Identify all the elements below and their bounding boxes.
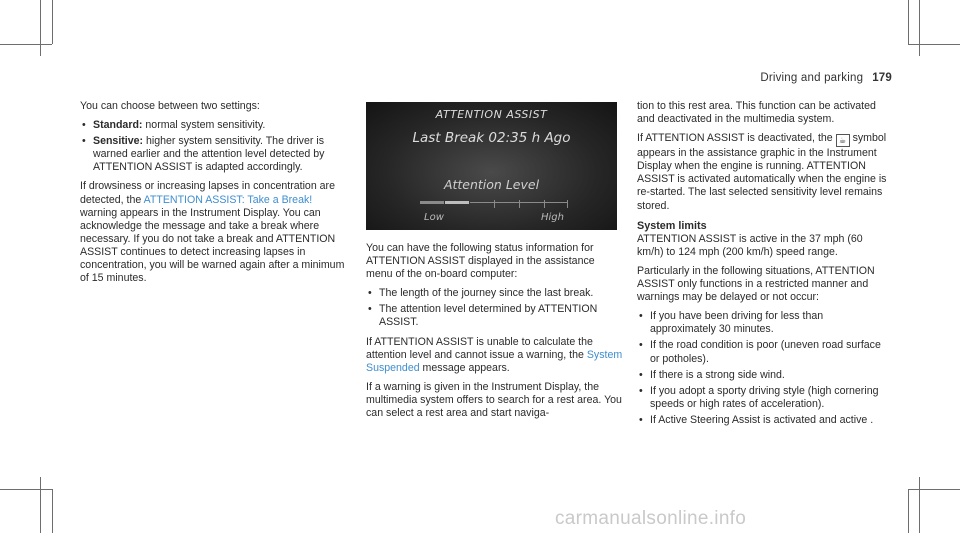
crop-mark xyxy=(919,477,920,533)
low-label: Low xyxy=(424,212,444,223)
list-item xyxy=(80,119,352,132)
text-span: warning appears in the Instrument Display. You can acknowledge the message and take a break where necessary. If you do not take a break and ATTENTION ASSIST continues to detect increasing lapses in concentration, you will be warned again after a minimum of 15 minutes. xyxy=(80,206,345,285)
list-item: • If there is a strong side wind. xyxy=(637,369,887,382)
list-item: • If Active Steering Assist is activated and active . xyxy=(637,414,887,427)
page-header xyxy=(760,72,892,84)
level-segment xyxy=(420,201,444,204)
crop-mark xyxy=(0,44,52,45)
system-limits-heading: System limits xyxy=(637,219,707,232)
take-a-break-message: ATTENTION ASSIST: Take a Break! xyxy=(143,193,313,206)
crop-mark xyxy=(908,44,960,45)
text-span: If ATTENTION ASSIST is deactivated, the xyxy=(637,132,836,145)
crop-mark xyxy=(908,0,909,44)
crop-mark xyxy=(908,489,909,533)
restrictions-list xyxy=(637,310,887,427)
function-paragraph: tion to this rest area. This function can be activated and deactivated in the multimedia system. xyxy=(637,100,876,126)
attention-assist-display xyxy=(366,102,617,230)
status-info-intro: You can have the following status information for ATTENTION ASSIST displayed in the assistance menu of the on-board computer: xyxy=(366,242,595,281)
list-item: • The attention level determined by ATTENTION ASSIST. xyxy=(366,303,624,329)
text-span: If ATTENTION ASSIST is unable to calculate the attention level and cannot issue a warning, the xyxy=(366,335,593,361)
suspended-paragraph xyxy=(366,336,624,375)
status-info-list xyxy=(366,287,624,329)
crop-mark xyxy=(0,489,52,490)
watermark: carmanualsonline.info xyxy=(555,508,747,529)
restrictions-paragraph: Particularly in the following situations, ATTENTION ASSIST only functions in a restricted manner and warnings may be delayed or not occur: xyxy=(637,264,875,304)
display-title: ATTENTION ASSIST xyxy=(435,108,548,121)
crop-mark xyxy=(919,0,920,56)
settings-intro: You can choose between two settings: xyxy=(80,100,260,112)
level-tick xyxy=(567,200,568,208)
drowsiness-paragraph xyxy=(80,180,352,285)
deactivated-paragraph xyxy=(637,132,887,212)
level-tick xyxy=(544,200,545,208)
page-number: 179 xyxy=(872,72,892,84)
level-tick xyxy=(494,200,495,208)
crop-mark xyxy=(52,489,53,533)
text-span: message appears. xyxy=(419,361,510,374)
list-item: • The length of the journey since the last break. xyxy=(366,287,624,300)
setting-label: Standard: xyxy=(93,119,143,132)
crop-mark xyxy=(52,0,53,44)
setting-text: higher system sensitivity. The driver is warned earlier and the attention level detected by ATTENTION ASSIST is adapted accordingly. xyxy=(93,135,325,174)
system-suspended-message: System Suspended xyxy=(366,348,623,374)
text-span: If drowsiness or increasing lapses in concentration are detected, the xyxy=(80,180,335,206)
setting-label: Sensitive: xyxy=(93,135,144,148)
list-item: • If the road condition is poor (uneven road surface or potholes). xyxy=(637,339,887,365)
rest-area-paragraph: If a warning is given in the Instrument Display, the multimedia system offers to search for a rest area. You can select a rest area and start naviga- xyxy=(366,380,622,420)
settings-list xyxy=(80,119,352,174)
list-item xyxy=(80,135,352,174)
speed-range-paragraph: ATTENTION ASSIST is active in the 37 mph (60 km/h) to 124 mph (200 km/h) speed range. xyxy=(637,232,863,258)
attention-level-scale xyxy=(420,200,568,206)
setting-text: normal system sensitivity. xyxy=(145,119,266,132)
list-item: • If you adopt a sporty driving style (high cornering speeds or high rates of acceleration). xyxy=(637,385,887,411)
right-column xyxy=(637,100,887,433)
last-break-readout: Last Break 02:35 h Ago xyxy=(412,130,571,146)
crop-mark xyxy=(40,477,41,533)
list-item: • If you have been driving for less than approximately 30 minutes. xyxy=(637,310,887,336)
level-segment-filled xyxy=(445,201,469,204)
level-tick xyxy=(519,200,520,208)
text-span: symbol appears in the assistance graphic in the Instrument Display when the engine is running. ATTENTION ASSIST is activated automatically when the engine is re-started. The last selected sensitivity level remains stored. xyxy=(637,132,887,212)
left-column xyxy=(80,100,352,291)
crop-mark xyxy=(40,0,41,56)
middle-column xyxy=(366,242,624,426)
high-label: High xyxy=(541,212,564,223)
crop-mark xyxy=(908,489,960,490)
attention-assist-off-icon: ☕ xyxy=(836,134,850,147)
attention-level-label: Attention Level xyxy=(443,177,540,192)
section-title: Driving and parking xyxy=(760,72,864,84)
